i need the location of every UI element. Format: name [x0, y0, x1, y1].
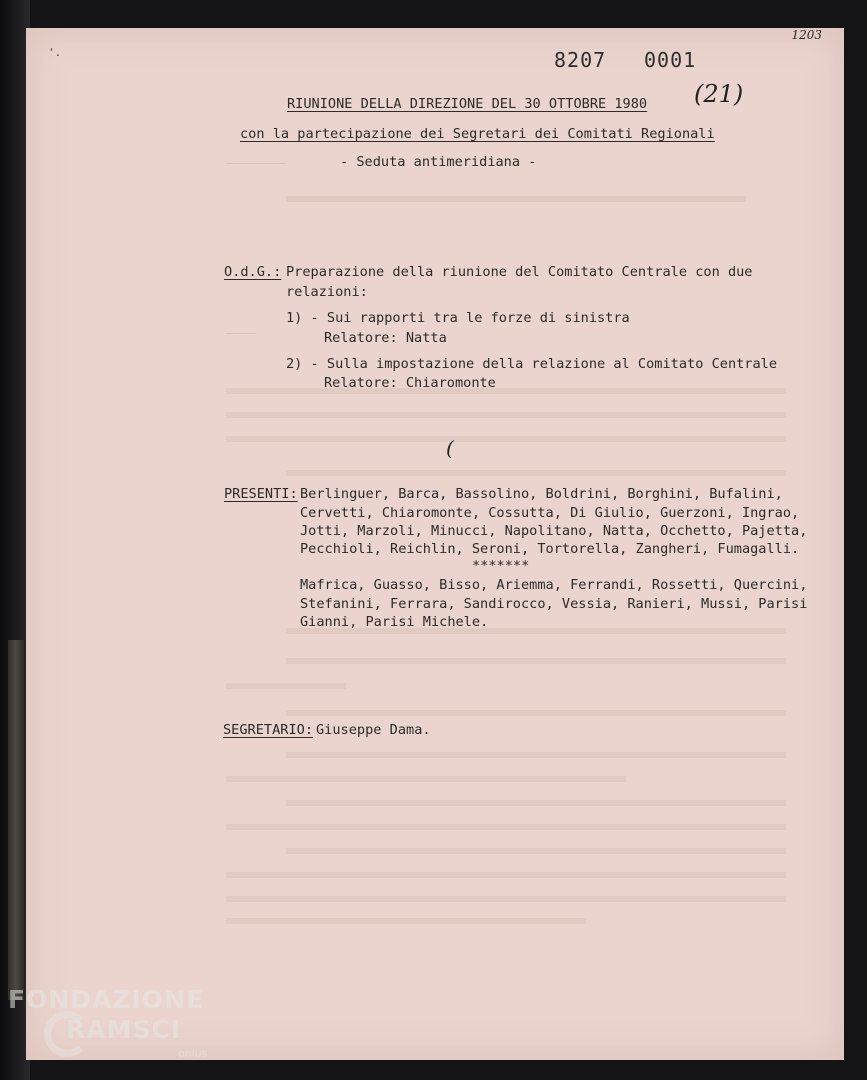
binding-strip	[8, 640, 24, 1000]
bleed-through-line	[226, 412, 786, 418]
bleed-through-line	[226, 776, 626, 782]
separator: *******	[472, 558, 530, 574]
bleed-through-line	[226, 683, 346, 689]
bleed-through-line	[226, 333, 256, 334]
bleed-through-line	[226, 163, 286, 164]
watermark-line3: onlus	[178, 1047, 208, 1060]
bleed-through-line	[286, 470, 786, 476]
presenti-line: Pecchioli, Reichlin, Seroni, Tortorella, Zangheri, Fumagalli.	[300, 541, 800, 557]
presenti-label: PRESENTI:	[224, 486, 298, 502]
bleed-through-line	[286, 800, 786, 806]
document-subtitle: con la partecipazione dei Segretari dei Comitati Regionali	[240, 126, 715, 142]
document-page	[26, 28, 844, 1060]
presenti-line: Berlinguer, Barca, Bassolino, Boldrini, Borghini, Bufalini,	[300, 486, 783, 502]
presenti-line: Jotti, Marzoli, Minucci, Napolitano, Natta, Occhetto, Pajetta,	[300, 523, 808, 539]
odg-label: O.d.G.:	[224, 264, 282, 280]
watermark-line1: FONDAZIONE	[8, 985, 205, 1014]
bleed-through-line	[286, 710, 786, 716]
bleed-through-line	[286, 196, 746, 202]
stamp-number-left: 8207	[554, 48, 607, 72]
bleed-through-line	[226, 824, 786, 830]
bleed-through-line	[286, 848, 786, 854]
corner-number: 1203	[791, 28, 822, 42]
agenda-item-2-speaker: Relatore: Chiaromonte	[324, 375, 496, 391]
page-mark: '.	[48, 46, 62, 59]
bleed-through-line	[226, 896, 786, 902]
odg-text-line: relazioni:	[286, 284, 368, 300]
presenti-line: Mafrica, Guasso, Bisso, Ariemma, Ferrandi, Rossetti, Quercini,	[300, 577, 808, 593]
stamp-number-right: 0001	[644, 48, 697, 72]
handwritten-number: (21)	[694, 80, 744, 108]
agenda-item-1: 1) - Sui rapporti tra le forze di sinistra	[286, 310, 630, 326]
bleed-through-line	[286, 752, 786, 758]
bleed-through-line	[226, 918, 586, 924]
session-label: - Seduta antimeridiana -	[340, 154, 537, 170]
bleed-through-line	[226, 388, 786, 394]
bleed-through-line	[286, 658, 786, 664]
segretario-value: Giuseppe Dama.	[316, 722, 431, 738]
watermark-logo	[8, 985, 208, 1060]
bleed-through-line	[226, 872, 786, 878]
presenti-line: Stefanini, Ferrara, Sandirocco, Vessia, Ranieri, Mussi, Parisi	[300, 596, 808, 612]
watermark-line2: RAMSCI	[66, 1015, 182, 1044]
odg-text-line: Preparazione della riunione del Comitato Centrale con due	[286, 264, 753, 280]
document-title: RIUNIONE DELLA DIREZIONE DEL 30 OTTOBRE 1980	[287, 96, 648, 112]
bleed-through-line	[226, 436, 786, 442]
presenti-line: Gianni, Parisi Michele.	[300, 614, 489, 630]
agenda-item-1-speaker: Relatore: Natta	[324, 330, 447, 346]
presenti-line: Cervetti, Chiaromonte, Cossutta, Di Giulio, Guerzoni, Ingrao,	[300, 505, 800, 521]
segretario-label: SEGRETARIO:	[223, 722, 314, 738]
agenda-item-2: 2) - Sulla impostazione della relazione al Comitato Centrale	[286, 356, 778, 372]
handwritten-mark: (	[446, 436, 454, 460]
